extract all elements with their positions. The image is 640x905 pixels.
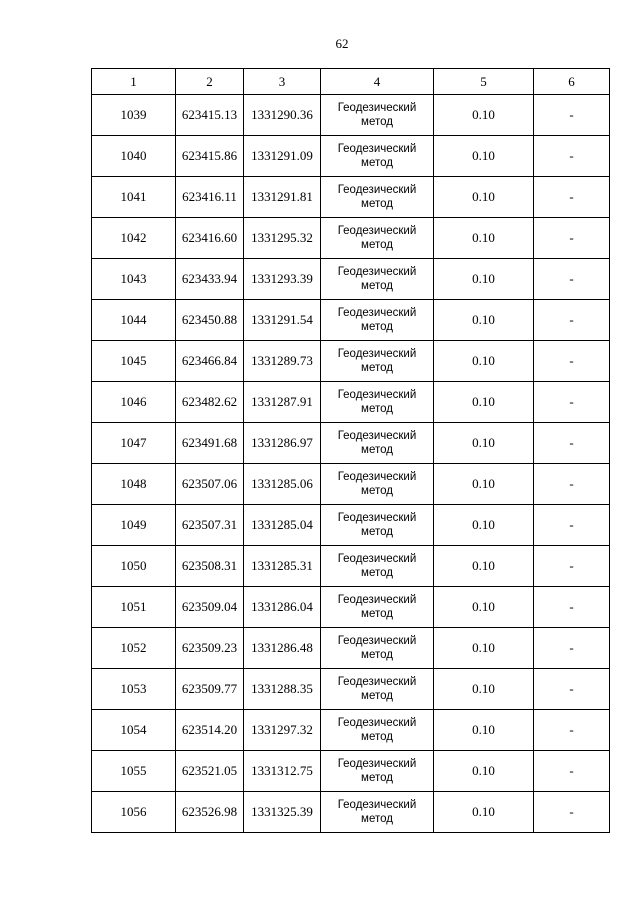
note-cell: - (534, 628, 610, 669)
note-cell: - (534, 792, 610, 833)
accuracy-cell: 0.10 (434, 505, 534, 546)
method-line-2: метод (361, 690, 393, 702)
x-coordinate-cell: 623450.88 (176, 300, 244, 341)
x-coordinate-cell: 623526.98 (176, 792, 244, 833)
point-number-cell: 1044 (92, 300, 176, 341)
method-line-2: метод (361, 362, 393, 374)
header-col-1: 1 (92, 69, 176, 95)
x-coordinate-cell: 623509.04 (176, 587, 244, 628)
point-number-cell: 1046 (92, 382, 176, 423)
note-cell: - (534, 95, 610, 136)
y-coordinate-cell: 1331285.06 (244, 464, 321, 505)
method-line-2: метод (361, 444, 393, 456)
method-line-1: Геодезический (337, 635, 417, 647)
method-line-1: Геодезический (337, 225, 417, 237)
x-coordinate-cell: 623415.86 (176, 136, 244, 177)
point-number-cell: 1049 (92, 505, 176, 546)
x-coordinate-cell: 623507.06 (176, 464, 244, 505)
method-cell (321, 505, 434, 546)
method-cell (321, 710, 434, 751)
point-number-cell: 1042 (92, 218, 176, 259)
y-coordinate-cell: 1331286.48 (244, 628, 321, 669)
y-coordinate-cell: 1331295.32 (244, 218, 321, 259)
accuracy-cell: 0.10 (434, 423, 534, 464)
accuracy-cell: 0.10 (434, 669, 534, 710)
x-coordinate-cell: 623509.23 (176, 628, 244, 669)
method-cell (321, 464, 434, 505)
method-line-2: метод (361, 239, 393, 251)
y-coordinate-cell: 1331325.39 (244, 792, 321, 833)
method-cell (321, 341, 434, 382)
y-coordinate-cell: 1331290.36 (244, 95, 321, 136)
table-row (92, 792, 610, 833)
x-coordinate-cell: 623416.60 (176, 218, 244, 259)
method-line-2: метод (361, 813, 393, 825)
y-coordinate-cell: 1331286.97 (244, 423, 321, 464)
note-cell: - (534, 382, 610, 423)
table-row (92, 300, 610, 341)
method-line-2: метод (361, 731, 393, 743)
method-line-2: метод (361, 526, 393, 538)
method-cell (321, 628, 434, 669)
note-cell: - (534, 546, 610, 587)
method-line-2: метод (361, 157, 393, 169)
y-coordinate-cell: 1331291.54 (244, 300, 321, 341)
y-coordinate-cell: 1331297.32 (244, 710, 321, 751)
y-coordinate-cell: 1331312.75 (244, 751, 321, 792)
method-cell (321, 669, 434, 710)
x-coordinate-cell: 623433.94 (176, 259, 244, 300)
method-cell (321, 382, 434, 423)
accuracy-cell: 0.10 (434, 300, 534, 341)
method-line-1: Геодезический (337, 430, 417, 442)
point-number-cell: 1053 (92, 669, 176, 710)
y-coordinate-cell: 1331291.09 (244, 136, 321, 177)
method-line-1: Геодезический (337, 143, 417, 155)
table-row (92, 669, 610, 710)
method-line-1: Геодезический (337, 758, 417, 770)
point-number-cell: 1047 (92, 423, 176, 464)
point-number-cell: 1039 (92, 95, 176, 136)
note-cell: - (534, 710, 610, 751)
y-coordinate-cell: 1331288.35 (244, 669, 321, 710)
header-col-5: 5 (434, 69, 534, 95)
table-row (92, 628, 610, 669)
y-coordinate-cell: 1331285.31 (244, 546, 321, 587)
x-coordinate-cell: 623491.68 (176, 423, 244, 464)
note-cell: - (534, 259, 610, 300)
method-line-1: Геодезический (337, 348, 417, 360)
method-cell (321, 587, 434, 628)
y-coordinate-cell: 1331287.91 (244, 382, 321, 423)
method-line-1: Геодезический (337, 717, 417, 729)
x-coordinate-cell: 623415.13 (176, 95, 244, 136)
method-cell (321, 423, 434, 464)
method-line-1: Геодезический (337, 307, 417, 319)
x-coordinate-cell: 623509.77 (176, 669, 244, 710)
header-col-4: 4 (321, 69, 434, 95)
y-coordinate-cell: 1331289.73 (244, 341, 321, 382)
method-line-1: Геодезический (337, 553, 417, 565)
coordinates-table (91, 68, 610, 833)
y-coordinate-cell: 1331285.04 (244, 505, 321, 546)
note-cell: - (534, 341, 610, 382)
method-line-2: метод (361, 649, 393, 661)
accuracy-cell: 0.10 (434, 628, 534, 669)
x-coordinate-cell: 623514.20 (176, 710, 244, 751)
table-header-row (92, 69, 610, 95)
accuracy-cell: 0.10 (434, 792, 534, 833)
table-row (92, 546, 610, 587)
note-cell: - (534, 300, 610, 341)
note-cell: - (534, 423, 610, 464)
accuracy-cell: 0.10 (434, 218, 534, 259)
note-cell: - (534, 464, 610, 505)
x-coordinate-cell: 623482.62 (176, 382, 244, 423)
header-col-6: 6 (534, 69, 610, 95)
method-line-2: метод (361, 280, 393, 292)
method-line-1: Геодезический (337, 389, 417, 401)
table-row (92, 464, 610, 505)
accuracy-cell: 0.10 (434, 587, 534, 628)
method-line-2: метод (361, 403, 393, 415)
point-number-cell: 1056 (92, 792, 176, 833)
page-number: 62 (335, 36, 349, 51)
table-row (92, 136, 610, 177)
method-line-1: Геодезический (337, 594, 417, 606)
method-line-2: метод (361, 116, 393, 128)
point-number-cell: 1054 (92, 710, 176, 751)
method-cell (321, 177, 434, 218)
table-row (92, 710, 610, 751)
table-row (92, 218, 610, 259)
accuracy-cell: 0.10 (434, 710, 534, 751)
point-number-cell: 1041 (92, 177, 176, 218)
y-coordinate-cell: 1331293.39 (244, 259, 321, 300)
method-line-1: Геодезический (337, 266, 417, 278)
method-cell (321, 792, 434, 833)
accuracy-cell: 0.10 (434, 546, 534, 587)
point-number-cell: 1055 (92, 751, 176, 792)
accuracy-cell: 0.10 (434, 341, 534, 382)
table-row (92, 505, 610, 546)
method-cell (321, 136, 434, 177)
point-number-cell: 1050 (92, 546, 176, 587)
method-cell (321, 546, 434, 587)
header-col-2: 2 (176, 69, 244, 95)
x-coordinate-cell: 623508.31 (176, 546, 244, 587)
method-line-1: Геодезический (337, 676, 417, 688)
method-cell (321, 751, 434, 792)
x-coordinate-cell: 623416.11 (176, 177, 244, 218)
x-coordinate-cell: 623466.84 (176, 341, 244, 382)
header-col-3: 3 (244, 69, 321, 95)
note-cell: - (534, 218, 610, 259)
method-line-2: метод (361, 608, 393, 620)
point-number-cell: 1045 (92, 341, 176, 382)
method-line-1: Геодезический (337, 471, 417, 483)
accuracy-cell: 0.10 (434, 259, 534, 300)
accuracy-cell: 0.10 (434, 136, 534, 177)
method-line-2: метод (361, 485, 393, 497)
note-cell: - (534, 751, 610, 792)
table-row (92, 587, 610, 628)
table-row (92, 341, 610, 382)
accuracy-cell: 0.10 (434, 751, 534, 792)
accuracy-cell: 0.10 (434, 95, 534, 136)
method-line-2: метод (361, 772, 393, 784)
note-cell: - (534, 136, 610, 177)
point-number-cell: 1043 (92, 259, 176, 300)
note-cell: - (534, 669, 610, 710)
x-coordinate-cell: 623521.05 (176, 751, 244, 792)
accuracy-cell: 0.10 (434, 382, 534, 423)
method-line-2: метод (361, 567, 393, 579)
table-row (92, 177, 610, 218)
method-line-1: Геодезический (337, 102, 417, 114)
method-line-1: Геодезический (337, 512, 417, 524)
method-cell (321, 218, 434, 259)
note-cell: - (534, 587, 610, 628)
method-line-1: Геодезический (337, 799, 417, 811)
method-line-2: метод (361, 198, 393, 210)
method-cell (321, 95, 434, 136)
method-cell (321, 259, 434, 300)
point-number-cell: 1051 (92, 587, 176, 628)
point-number-cell: 1040 (92, 136, 176, 177)
table-row (92, 751, 610, 792)
x-coordinate-cell: 623507.31 (176, 505, 244, 546)
y-coordinate-cell: 1331291.81 (244, 177, 321, 218)
table-row (92, 382, 610, 423)
table-row (92, 95, 610, 136)
method-line-2: метод (361, 321, 393, 333)
note-cell: - (534, 177, 610, 218)
accuracy-cell: 0.10 (434, 464, 534, 505)
method-cell (321, 300, 434, 341)
point-number-cell: 1048 (92, 464, 176, 505)
note-cell: - (534, 505, 610, 546)
table-row (92, 259, 610, 300)
y-coordinate-cell: 1331286.04 (244, 587, 321, 628)
point-number-cell: 1052 (92, 628, 176, 669)
accuracy-cell: 0.10 (434, 177, 534, 218)
method-line-1: Геодезический (337, 184, 417, 196)
table-row (92, 423, 610, 464)
table-body (92, 95, 610, 833)
